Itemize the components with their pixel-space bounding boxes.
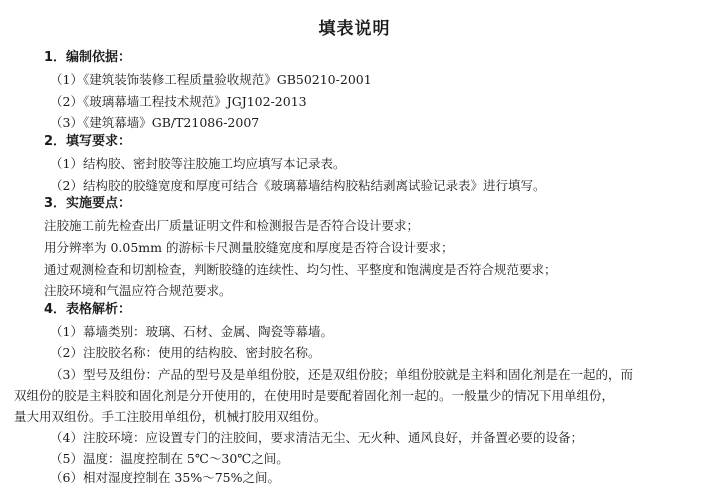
section-1-item: （2）《玻璃幕墙工程技术规范》JGJ102-2013 bbox=[50, 94, 307, 109]
section-4-item: （5）温度：温度控制在 5℃～30℃之间。 bbox=[50, 451, 289, 466]
section-2-item: （1）结构胶、密封胶等注胶施工均应填写本记录表。 bbox=[50, 156, 346, 171]
section-3-item: 注胶环境和气温应符合规范要求。 bbox=[44, 283, 232, 298]
section-3-heading: 3．实施要点： bbox=[44, 196, 132, 211]
section-4-heading: 4．表格解析： bbox=[44, 302, 132, 317]
section-3-item: 通过观测检查和切割检查，判断胶缝的连续性、均匀性、平整度和饱满度是否符合规范要求； bbox=[44, 262, 557, 277]
section-3-item: 用分辨率为 0.05mm 的游标卡尺测量胶缝宽度和厚度是否符合设计要求； bbox=[44, 240, 454, 255]
section-4-item: 量大用双组份。手工注胶用单组份，机械打胶用双组份。 bbox=[14, 409, 327, 424]
section-4-item: （1）幕墙类别：玻璃、石材、金属、陶瓷等幕墙。 bbox=[50, 324, 333, 339]
section-4-item: （2）注胶胶名称：使用的结构胶、密封胶名称。 bbox=[50, 345, 321, 360]
section-4-item: （3）型号及组份：产品的型号及是单组份胶，还是双组份胶；单组份胶就是主料和固化剂是在一起的，而 bbox=[50, 367, 633, 382]
section-4-item: （6）相对湿度控制在 35%～75%之间。 bbox=[50, 470, 280, 485]
section-1-item: （1）《建筑装饰装修工程质量验收规范》GB50210-2001 bbox=[50, 72, 372, 87]
section-3-item: 注胶施工前先检查出厂质量证明文件和检测报告是否符合设计要求； bbox=[44, 218, 420, 233]
section-1-item: （3）《建筑幕墙》GB/T21086-2007 bbox=[50, 115, 260, 130]
section-2-item: （2）结构胶的胶缝宽度和厚度可结合《玻璃幕墙结构胶粘结剥离试验记录表》进行填写。 bbox=[50, 178, 546, 193]
page-title: 填表说明 bbox=[318, 19, 391, 39]
section-4-item: 双组份的胶是主料胶和固化剂是分开使用的，在使用时是要配着固化剂一起的。一般量少的情况下用单组份， bbox=[14, 388, 615, 403]
section-1-heading: 1．编制依据： bbox=[44, 50, 132, 65]
section-2-heading: 2．填写要求： bbox=[44, 134, 132, 149]
section-4-item: （4）注胶环境：应设置专门的注胶间，要求清洁无尘、无火种、通风良好，并备置必要的设备； bbox=[50, 430, 583, 445]
